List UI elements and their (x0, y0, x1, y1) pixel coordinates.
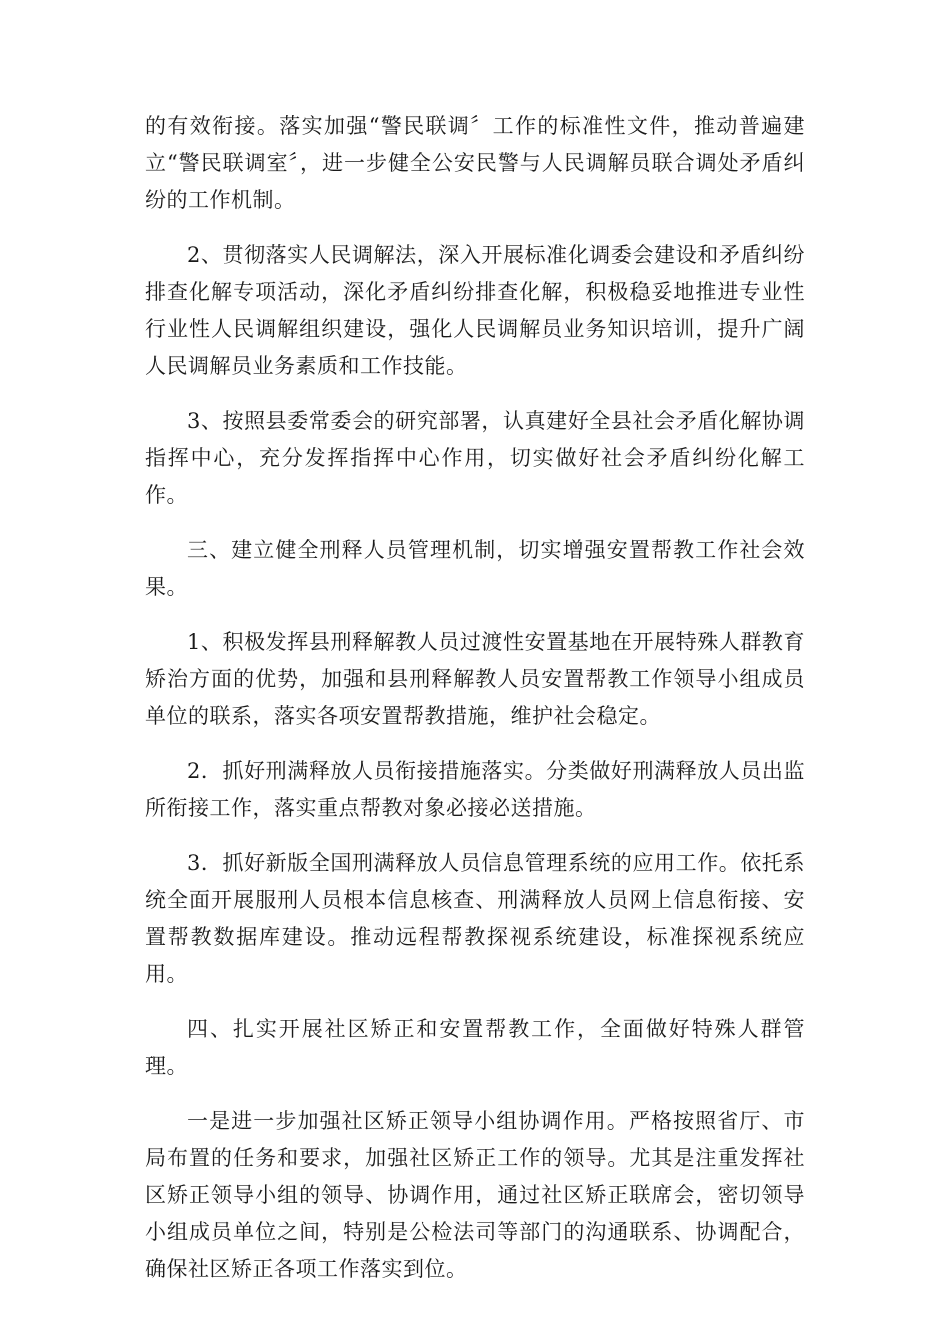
section-heading-4: 四、扎实开展社区矫正和安置帮教工作，全面做好特殊人群管理。 (145, 1017, 805, 1078)
paragraph-section3-item-1: 1、积极发挥县刑释解教人员过渡性安置基地在开展特殊人群教育矫治方面的优势，加强和县刑释解教人员安置帮教工作领导小组成员单位的联系，落实各项安置帮教措施，维护社会稳定。 (145, 630, 805, 728)
section-heading-3: 三、建立健全刑释人员管理机制，切实增强安置帮教工作社会效果。 (145, 538, 805, 599)
paragraph-item-2: 2、贯彻落实人民调解法，深入开展标准化调委会建设和矛盾纠纷排查化解专项活动，深化矛盾纠纷排查化解，积极稳妥地推进专业性行业性人民调解组织建设，强化人民调解员业务知识培训，提升广阔人民调解员业务素质和工作技能。 (145, 243, 805, 378)
paragraph-section3-item-2: 2．抓好刑满释放人员衔接措施落实。分类做好刑满释放人员出监所衔接工作，落实重点帮教对象必接必送措施。 (145, 759, 805, 820)
paragraph-continuation: 的有效衔接。落实加强“警民联调〞工作的标准性文件，推动普遍建立“警民联调室〞，进一步健全公安民警与人民调解员联合调处矛盾纠纷的工作机制。 (145, 114, 805, 212)
paragraph-section3-item-3: 3．抓好新版全国刑满释放人员信息管理系统的应用工作。依托系统全面开展服刑人员根本信息核查、刑满释放人员网上信息衔接、安置帮教数据库建设。推动远程帮教探视系统建设，标准探视系统应用。 (145, 851, 805, 986)
paragraph-section4-item-1: 一是进一步加强社区矫正领导小组协调作用。严格按照省厅、市局布置的任务和要求，加强社区矫正工作的领导。尤其是注重发挥社区矫正领导小组的领导、协调作用，通过社区矫正联席会，密切领导小组成员单位之间，特别是公检法司等部门的沟通联系、协调配合，确保社区矫正各项工作落实到位。 (145, 1109, 805, 1281)
paragraph-item-3: 3、按照县委常委会的研究部署，认真建好全县社会矛盾化解协调指挥中心，充分发挥指挥中心作用，切实做好社会矛盾纠纷化解工作。 (145, 409, 805, 507)
document-body (145, 108, 805, 1306)
